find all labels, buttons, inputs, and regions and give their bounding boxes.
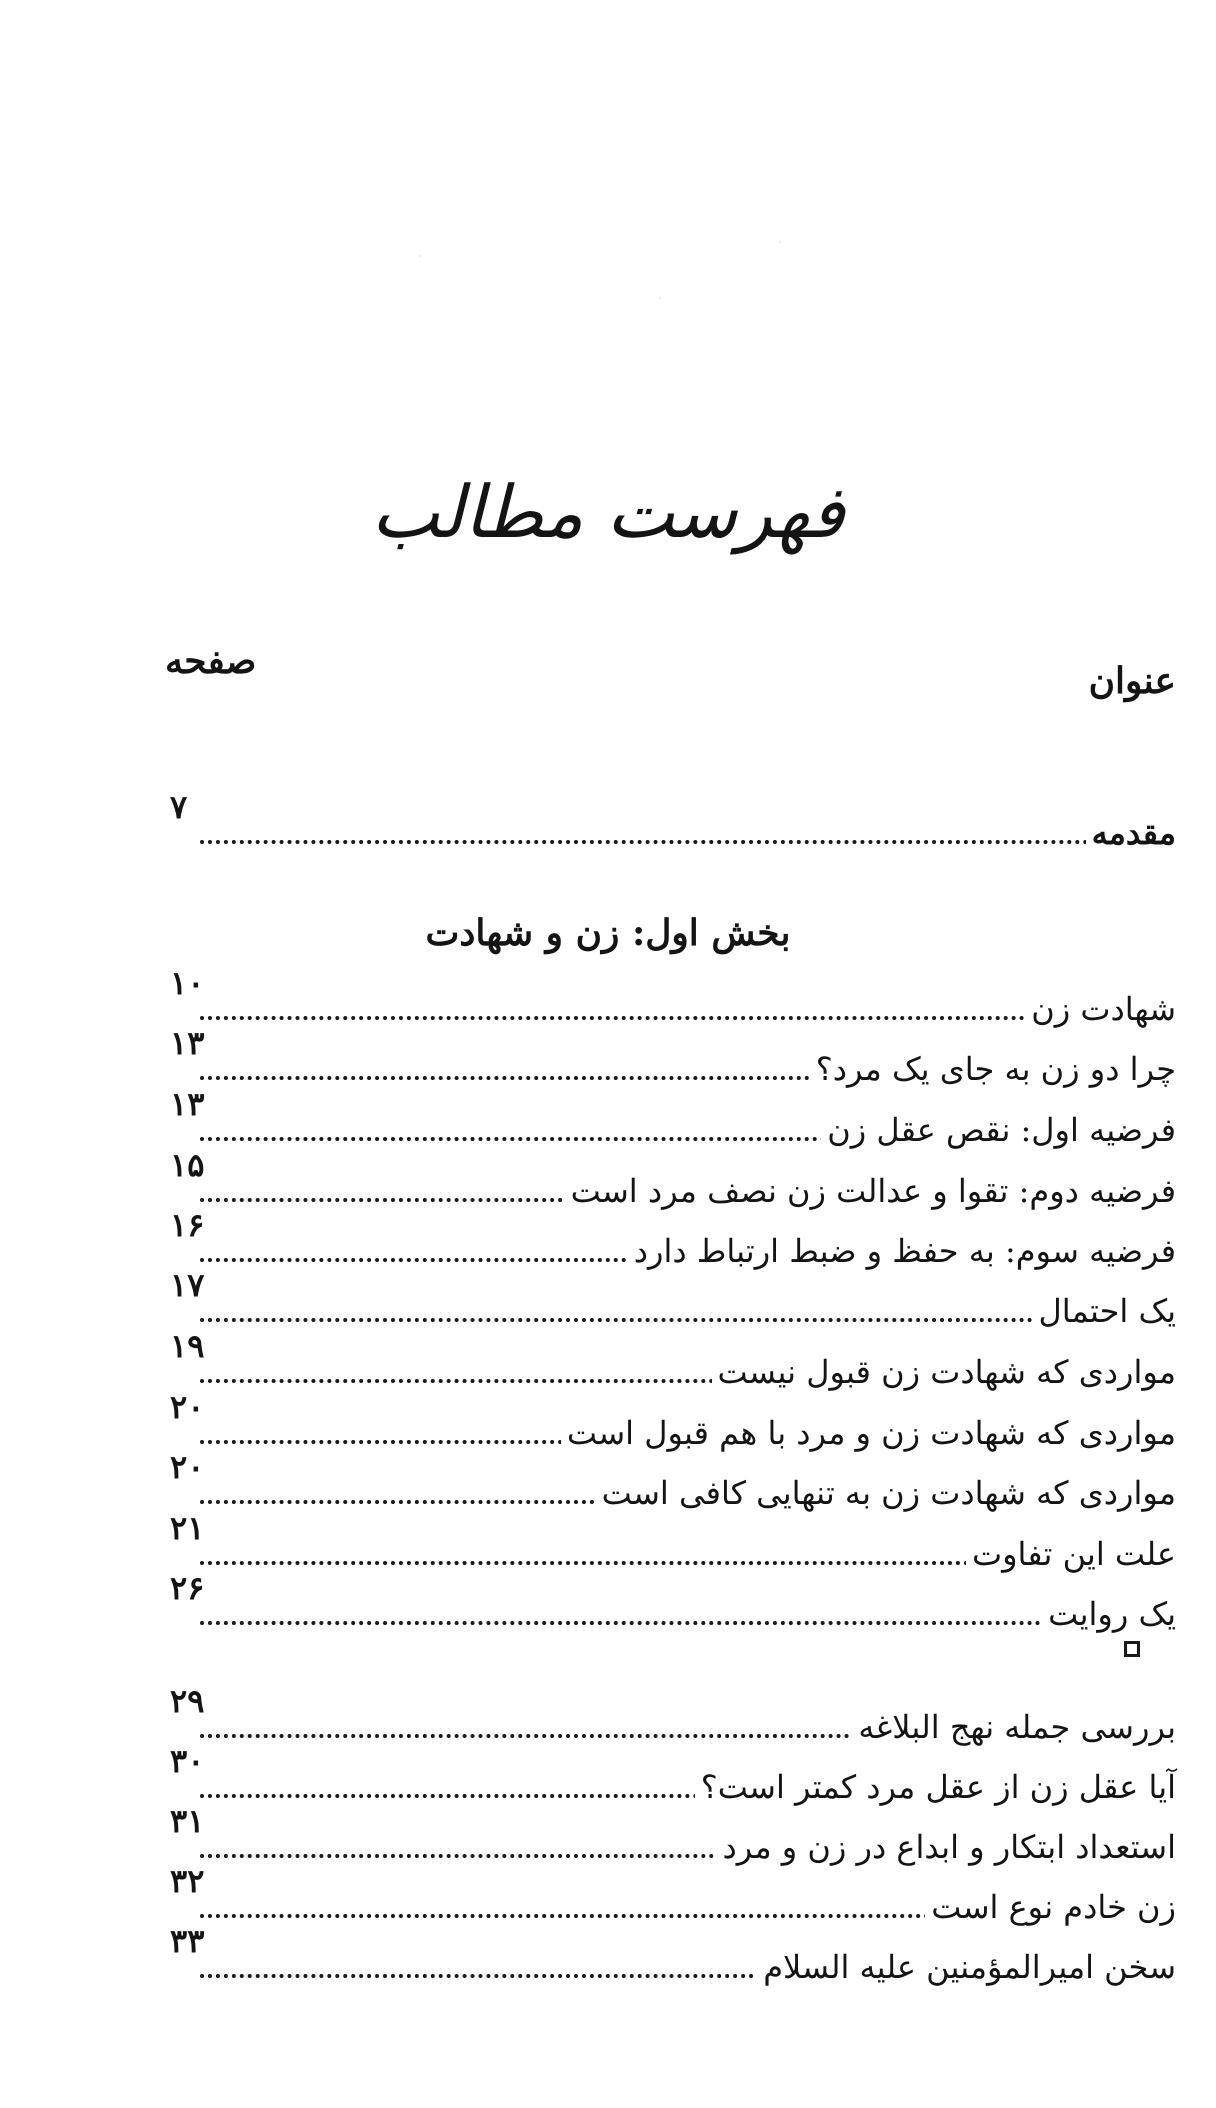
toc-entry-label: آیا عقل زن از عقل مرد کمتر است؟ [695, 1768, 1176, 1806]
toc-entry-label: فرضیه دوم: تقوا و عدالت زن نصف مرد است [565, 1172, 1176, 1210]
toc-entry-label: مواردی که شهادت زن قبول نیست [712, 1353, 1176, 1391]
toc-entry[interactable] [160, 1388, 1176, 1452]
toc-entry-page: ۳۱ [170, 1802, 205, 1840]
toc-entry-page: ۳۳ [170, 1922, 205, 1960]
toc-entry-label: زن خادم نوع است [925, 1888, 1176, 1926]
toc-entry[interactable] [160, 1682, 1176, 1746]
toc-entry[interactable] [160, 1742, 1176, 1806]
toc-entry[interactable] [160, 1862, 1176, 1926]
toc-entry[interactable] [160, 1509, 1176, 1573]
toc-entry-label: مواردی که شهادت زن و مرد با هم قبول است [561, 1414, 1176, 1452]
toc-entry-label: استعداد ابتکار و ابداع در زن و مرد [717, 1828, 1176, 1866]
toc-entry-page: ۲۰ [170, 1388, 205, 1426]
toc-entry-page: ۷ [170, 788, 188, 826]
toc-entry-intro[interactable] [160, 788, 1176, 852]
title-column-header: عنوان [1088, 660, 1176, 702]
toc-entry-label: سخن امیرالمؤمنین علیه السلام [757, 1948, 1176, 1986]
toc-entry-page: ۱۶ [170, 1206, 205, 1244]
toc-entry[interactable] [160, 1448, 1176, 1512]
toc-entry-page: ۱۳ [170, 1085, 205, 1123]
toc-entry-page: ۳۲ [170, 1862, 205, 1900]
toc-entry[interactable] [160, 1085, 1176, 1149]
toc-entry-page: ۱۰ [170, 964, 205, 1002]
toc-entry-page: ۲۱ [170, 1509, 205, 1547]
toc-entry[interactable] [160, 1802, 1176, 1866]
toc-entry[interactable] [160, 1922, 1176, 1986]
paper-texture [300, 200, 900, 340]
section-heading: بخش اول: زن و شهادت [425, 912, 791, 954]
toc-entry-page: ۲۶ [170, 1569, 205, 1607]
toc-entry-label: علت این تفاوت [966, 1535, 1176, 1573]
toc-entry-label: یک روایت [1042, 1595, 1176, 1633]
toc-entry[interactable] [160, 1327, 1176, 1391]
toc-entry[interactable] [160, 964, 1176, 1028]
toc-entry[interactable] [160, 1146, 1176, 1210]
toc-entry[interactable] [160, 1024, 1176, 1088]
leader-dots [200, 840, 1176, 844]
toc-entry-page: ۳۰ [170, 1742, 205, 1780]
toc-entry[interactable] [160, 1206, 1176, 1270]
square-bullet-icon [1124, 1641, 1140, 1657]
toc-entry-page: ۲۹ [170, 1682, 205, 1720]
toc-entry-label: بررسی جمله نهج البلاغه [852, 1708, 1176, 1746]
toc-entry[interactable] [160, 1266, 1176, 1330]
toc-entry-label: یک احتمال [1032, 1292, 1176, 1330]
toc-entry-page: ۱۳ [170, 1024, 205, 1062]
toc-entry-label: فرضیه اول: نقص عقل زن [821, 1111, 1176, 1149]
page-column-header: صفحه [165, 640, 257, 682]
toc-entry-page: ۱۹ [170, 1327, 205, 1365]
toc-entry-label: مقدمه [1086, 814, 1176, 852]
toc-entry-label: مواردی که شهادت زن به تنهایی کافی است [596, 1474, 1176, 1512]
toc-entry-label: چرا دو زن به جای یک مرد؟ [810, 1050, 1176, 1088]
leader-dots [200, 1621, 1176, 1625]
toc-entry[interactable] [160, 1569, 1176, 1633]
page-title: فهرست مطالب [371, 470, 845, 554]
toc-entry-page: ۱۵ [170, 1146, 205, 1184]
leader-dots [200, 1318, 1176, 1322]
toc-entry-label: شهادت زن [1025, 990, 1176, 1028]
toc-entry-page: ۲۰ [170, 1448, 205, 1486]
toc-entry-label: فرضیه سوم: به حفظ و ضبط ارتباط دارد [628, 1232, 1176, 1270]
toc-entry-page: ۱۷ [170, 1266, 205, 1304]
